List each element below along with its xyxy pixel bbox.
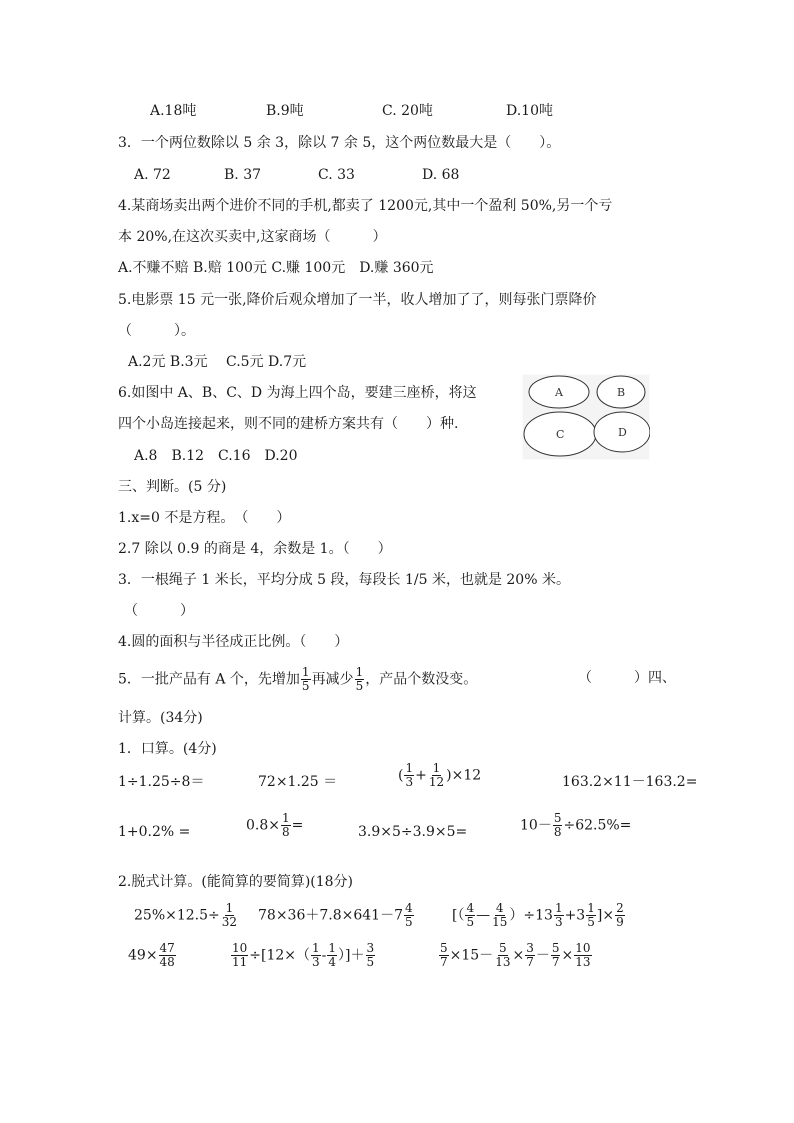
judge-3-line1: 3．一根绳子 1 米长，平均分成 5 段，每段长 1/5 米，也就是 20% 米。 (118, 572, 570, 588)
written-1: 25%×12.5÷ $\frac{1}{32}$ (134, 901, 238, 929)
question-3: 3．一个两位数除以 5 余 3，除以 7 余 5，这个两位数最大是（ ）。 (118, 135, 561, 151)
oral-3-end: ×12 (451, 767, 482, 784)
section-4-title: 计算。(34分) (118, 710, 203, 726)
written-3: [（ $\frac{4}{5}$ — $\frac{4}{15}$ ）÷13 $\frac{1}{3}$ +3 $\frac{1}{5}$ ]× $\frac{2}{9}$ (452, 901, 624, 929)
island-label-a: A (555, 386, 563, 399)
written-2: 78×36＋7.8×641－7 $\frac{4}{5}$ (258, 901, 413, 929)
islands-figure (522, 374, 650, 460)
island-label-d: D (618, 426, 627, 439)
written-4: 49× $\frac{47}{48}$ (128, 941, 175, 969)
question-6-line2: 四个小岛连接起来，则不同的建桥方案共有（ ）种. (118, 416, 459, 432)
option-a: A.18吨 (150, 103, 197, 119)
judge-5-text-c: ，产品个数没变。 (365, 671, 478, 688)
judge-5-text-b: 再减少 (311, 671, 354, 688)
question-5-options: A.2元 B.3元 C.5元 D.7元 (128, 354, 307, 370)
oral-6: 0.8× $\frac{1}{8}$ = (246, 811, 304, 839)
q3-option-a: A. 72 (134, 167, 171, 183)
oral-2: 72×1.25 ＝ (258, 774, 338, 790)
written-calc-title: 2.脱式计算。(能简算的要简算)(18分) (118, 874, 354, 890)
q3-option-d: D. 68 (422, 167, 460, 183)
section-3-title: 三、判断。(5 分) (118, 479, 227, 495)
question-4-line1: 4.某商场卖出两个进价不同的手机,都卖了 1200元,其中一个盈利 50%,另一个亏 (118, 198, 613, 214)
island-label-b: B (617, 386, 626, 399)
judge-1: 1.x=0 不是方程。 （ ） (118, 510, 291, 526)
judge-2: 2.7 除以 0.9 的商是 4，余数是 1。（ ） (118, 541, 392, 557)
island-label-c: C (556, 428, 565, 441)
option-c: C. 20吨 (382, 103, 433, 119)
judge-4: 4.圆的面积与半径成正比例。（ ） (118, 634, 349, 650)
option-b: B.9吨 (266, 103, 304, 119)
fraction-1-5: $\frac{1}{5}$ (301, 665, 310, 693)
question-4-line2: 本 20%,在这次买卖中,这家商场（ ） (118, 229, 387, 245)
option-d: D.10吨 (506, 103, 553, 119)
question-5-line2: （ ）。 (118, 323, 195, 339)
q3-option-b: B. 37 (224, 167, 262, 183)
judge-5-text-a: 5．一批产品有 A 个，先增加 (118, 671, 300, 688)
written-6: $\frac{5}{7}$ ×15－ $\frac{5}{13}$ × $\frac{3}{7}$ － $\frac{5}{7}$ × $\frac{10}{13}$ (440, 941, 591, 969)
oral-7: 3.9×5÷3.9×5= (358, 824, 468, 840)
q3-option-c: C. 33 (318, 167, 355, 183)
oral-4: 163.2×11－163.2= (562, 774, 698, 790)
judge-5 (118, 666, 477, 693)
written-5: $\frac{10}{11}$ ÷[12×（ $\frac{1}{3}$ - $\frac{1}{4}$ ）]＋ $\frac{3}{5}$ (232, 941, 375, 969)
judge-5-paren: （ ）四、 (578, 670, 676, 686)
fraction-1-5: $\frac{1}{5}$ (355, 665, 364, 693)
oral-calc-title: 1．口算。(4分) (118, 741, 217, 757)
question-6-options: A.8 B.12 C.16 D.20 (134, 448, 298, 464)
oral-3: ( $\frac{1}{3}$ + $\frac{1}{12}$ )×12 (398, 761, 482, 789)
question-5-line1: 5.电影票 15 元一张,降价后观众增加了一半，收人增加了了，则每张门票降价 (118, 292, 597, 308)
oral-5: 1+0.2% = (118, 824, 191, 840)
question-4-options: A.不赚不赔 B.赔 100元 C.赚 100元 D.赚 360元 (118, 260, 434, 276)
oral-1: 1÷1.25÷8＝ (118, 774, 205, 790)
question-6-line1: 6.如图中 A、B、C、D 为海上四个岛，要建三座桥，将这 (118, 385, 477, 401)
judge-3-line2: （ ） (124, 603, 194, 619)
oral-8: 10－ $\frac{5}{8}$ ÷62.5%= (520, 811, 632, 839)
